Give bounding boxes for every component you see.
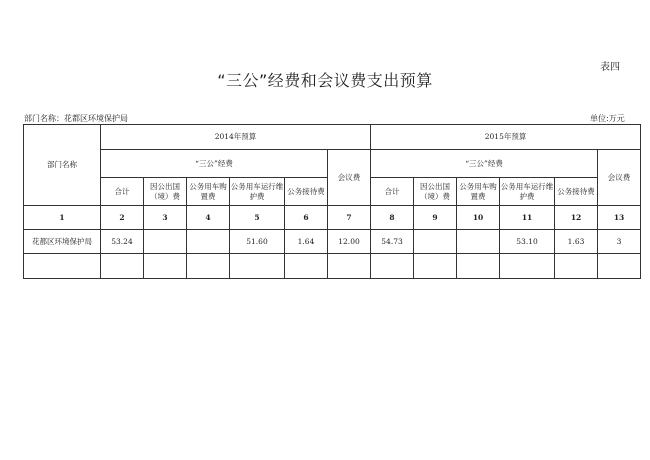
- col-number: 8: [371, 206, 414, 230]
- header-2014-car-purchase: 公务用车购置费: [187, 178, 230, 206]
- header-dept-name: 部门名称: [24, 125, 101, 206]
- cell-2015-car-purchase: [457, 230, 500, 254]
- cell-2014-meeting: 12.00: [328, 230, 371, 254]
- header-2015-car-running: 公务用车运行维护费: [500, 178, 555, 206]
- empty-cell: [328, 254, 371, 279]
- empty-cell: [414, 254, 457, 279]
- col-number: 12: [555, 206, 598, 230]
- col-number: 10: [457, 206, 500, 230]
- header-row-groups: [24, 150, 641, 178]
- cell-2015-total: 54.73: [371, 230, 414, 254]
- unit-line: 单位:万元: [590, 114, 625, 123]
- cell-2014-total: 53.24: [101, 230, 144, 254]
- header-2014-reception: 公务接待费: [285, 178, 328, 206]
- empty-cell: [285, 254, 328, 279]
- table-number: 表四: [600, 62, 620, 73]
- header-2015-car-purchase: 公务用车购置费: [457, 178, 500, 206]
- col-number: 7: [328, 206, 371, 230]
- col-number: 5: [230, 206, 285, 230]
- cell-2014-abroad: [144, 230, 187, 254]
- empty-cell: [555, 254, 598, 279]
- cell-2015-reception: 1.63: [555, 230, 598, 254]
- empty-cell: [598, 254, 641, 279]
- col-number: 3: [144, 206, 187, 230]
- header-2014-total: 合计: [101, 178, 144, 206]
- cell-2015-abroad: [414, 230, 457, 254]
- header-2014-abroad: 因公出国（境）费: [144, 178, 187, 206]
- budget-table: [23, 124, 641, 279]
- cell-2014-reception: 1.64: [285, 230, 328, 254]
- header-2014-car-running: 公务用车运行维护费: [230, 178, 285, 206]
- empty-cell: [371, 254, 414, 279]
- cell-2014-car-purchase: [187, 230, 230, 254]
- col-number: 4: [187, 206, 230, 230]
- header-2015-abroad: 因公出国（境）费: [414, 178, 457, 206]
- department-name-line: 部门名称：花都区环境保护局: [24, 114, 128, 123]
- table-row: [24, 230, 641, 254]
- header-2015-meeting: 会议费: [598, 150, 641, 206]
- header-row-years: [24, 125, 641, 150]
- empty-cell: [144, 254, 187, 279]
- header-2014-budget: 2014年预算: [101, 125, 371, 150]
- empty-cell: [500, 254, 555, 279]
- col-number: 9: [414, 206, 457, 230]
- page-title: “三公”经费和会议费支出预算: [217, 71, 433, 90]
- empty-cell: [230, 254, 285, 279]
- header-2015-budget: 2015年预算: [371, 125, 641, 150]
- empty-cell: [187, 254, 230, 279]
- col-number: 1: [24, 206, 101, 230]
- table-row-empty: [24, 254, 641, 279]
- header-2015-sangong: “三公”经费: [371, 150, 598, 178]
- header-2015-reception: 公务接待费: [555, 178, 598, 206]
- col-number: 6: [285, 206, 328, 230]
- row-dept-name: 花都区环境保护局: [24, 230, 101, 254]
- cell-2015-car-running: 53.10: [500, 230, 555, 254]
- col-number: 2: [101, 206, 144, 230]
- col-number: 11: [500, 206, 555, 230]
- column-number-row: [24, 206, 641, 230]
- header-2015-total: 合计: [371, 178, 414, 206]
- empty-cell: [101, 254, 144, 279]
- header-2014-meeting: 会议费: [328, 150, 371, 206]
- col-number: 13: [598, 206, 641, 230]
- empty-cell: [24, 254, 101, 279]
- cell-2015-meeting: 3: [598, 230, 641, 254]
- header-2014-sangong: “三公”经费: [101, 150, 328, 178]
- empty-cell: [457, 254, 500, 279]
- cell-2014-car-running: 51.60: [230, 230, 285, 254]
